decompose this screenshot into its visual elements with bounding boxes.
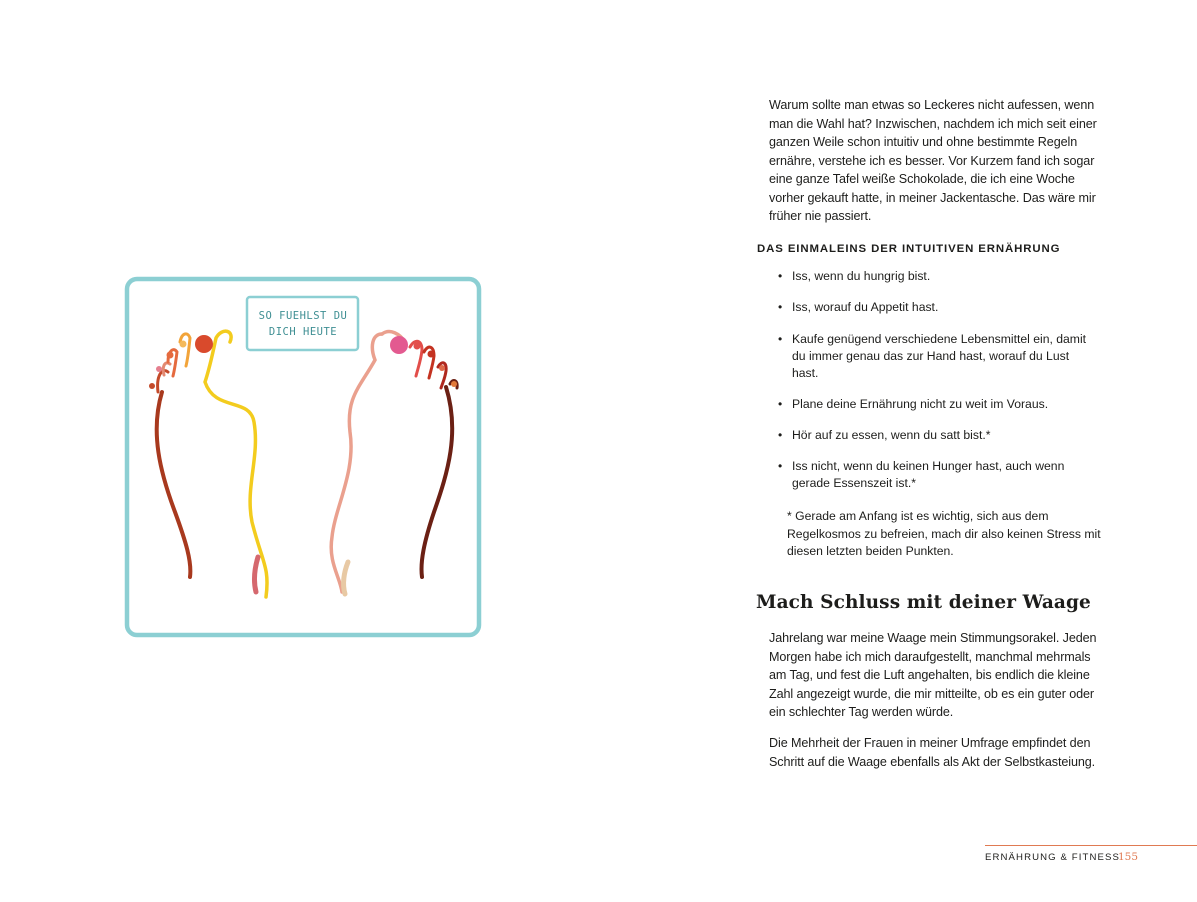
bullet-icon: •	[778, 269, 783, 283]
body-paragraph: Jahrelang war meine Waage mein Stimmungsorakel. Jeden Morgen habe ich mich daraufgestellt, manchmal mehrmals am Tag, und fest die Luft angehalten, bis endlich die kleine Zahl angezeigt wurde, die mir mitteilte, ob es ein guter oder ein schlechter Tag werden würde.	[769, 631, 1097, 719]
scale-display-line2: DICH HEUTE	[268, 326, 338, 338]
chapter-title: Mach Schluss mit deiner Waage	[756, 592, 1091, 613]
list-item	[778, 396, 1102, 413]
body-paragraph: Die Mehrheit der Frauen in meiner Umfrage empfindet den Schritt auf die Waage ebenfalls als Akt der Selbstkasteiung.	[769, 736, 1096, 769]
page-number: 155	[1118, 851, 1139, 863]
left-toenail-3	[167, 352, 174, 359]
list-item-text: Plane deine Ernährung nicht zu weit im Voraus.	[792, 397, 1049, 411]
bullet-icon: •	[778, 459, 783, 473]
right-toenail-5	[451, 381, 457, 387]
scale-display	[247, 297, 358, 350]
right-toenail-2	[414, 343, 421, 350]
section-heading: DAS EINMALEINS DER INTUITIVEN ERNÄHRUNG	[757, 243, 1061, 255]
bullet-icon: •	[778, 332, 783, 346]
bullet-icon: •	[778, 397, 783, 411]
list-item-text: Iss, wenn du hungrig bist.	[792, 269, 931, 283]
right-toenail-4	[439, 365, 445, 371]
right-foot	[331, 332, 457, 594]
left-toenail-4	[156, 366, 162, 372]
list-item-text: Iss, worauf du Appetit hast.	[792, 300, 939, 314]
list-item	[778, 427, 1102, 444]
intro-paragraph: Warum sollte man etwas so Leckeres nicht aufessen, wenn man die Wahl hat? Inzwischen, nachdem ich mich seit einer ganzen Weile schon intuitiv und ohne bestimmte Regeln ernähre, verstehe ich es besser. Vor Kurzem fand ich sogar eine ganze Tafel weiße Schokolade, die ich eine Woche vorher gekauft hatte, in meiner Jackentasche. Das wäre mir früher nie passiert.	[769, 98, 1097, 223]
right-toenail-3	[428, 351, 435, 358]
left-foot	[157, 331, 267, 597]
footnote: * Gerade am Anfang ist es wichtig, sich aus dem Regelkosmos zu befreien, mach dir also keinen Stress mit diesen letzten beiden Punkten.	[787, 509, 1101, 558]
bathroom-scale-illustration	[120, 272, 486, 642]
list-item-text: Hör auf zu essen, wenn du satt bist.*	[792, 428, 991, 442]
footer-section-label: ERNÄHRUNG & FITNESS	[985, 852, 1120, 863]
scale-display-line1: SO FUEHLST DU	[258, 310, 348, 322]
left-big-toenail	[195, 335, 213, 353]
footer-rule	[985, 845, 1197, 846]
list-item	[778, 268, 1102, 285]
list-item-text: Kaufe genügend verschiedene Lebensmittel ein, damit du immer genau das zur Hand hast, worauf du Lust hast.	[792, 332, 1087, 380]
list-item-text: Iss nicht, wenn du keinen Hunger hast, auch wenn gerade Essenszeit ist.*	[792, 459, 1065, 490]
list-item	[778, 299, 1102, 316]
bullet-icon: •	[778, 428, 783, 442]
list-item	[778, 331, 1092, 382]
left-toenail-2	[180, 341, 187, 348]
bullet-icon: •	[778, 300, 783, 314]
left-toenail-5	[149, 383, 155, 389]
right-big-toenail	[390, 336, 408, 354]
list-item	[778, 458, 1090, 492]
